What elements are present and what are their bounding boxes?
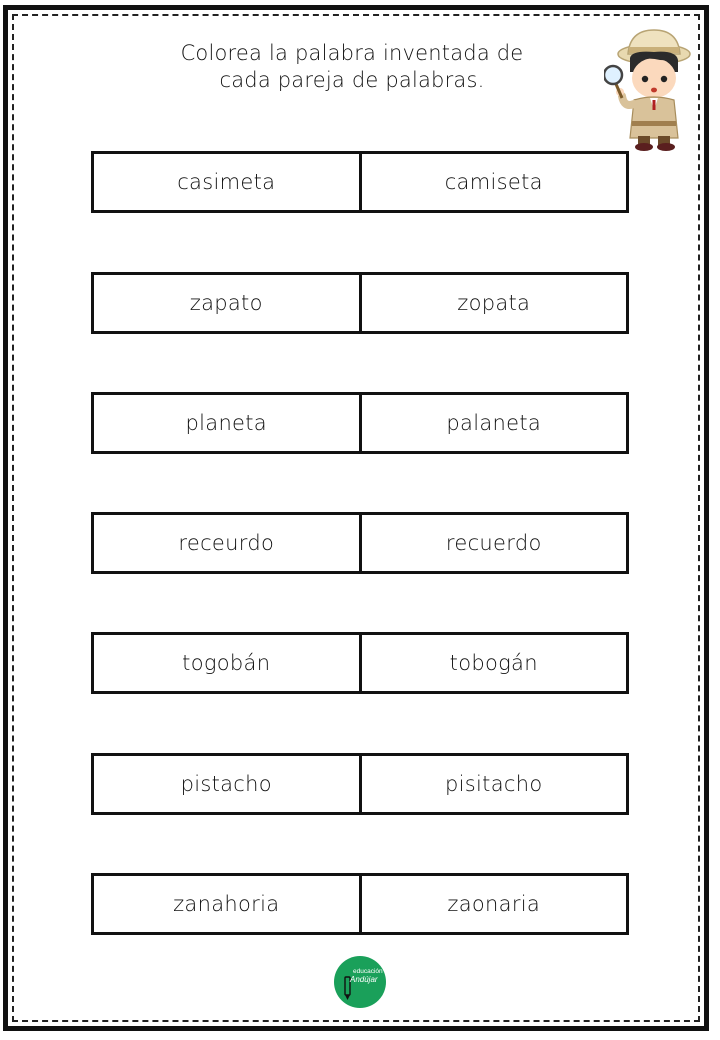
word-cell-left[interactable]: receurdo: [94, 515, 362, 571]
instruction-line-2: cada pareja de palabras.: [219, 68, 485, 92]
word-pair-row: [91, 753, 629, 815]
logo-text-line-1: educación: [353, 968, 383, 975]
word-cell-right[interactable]: zopata: [457, 291, 531, 315]
word-cell-left[interactable]: planeta: [94, 395, 362, 451]
word-cell-left[interactable]: togobán: [94, 635, 362, 691]
word-cell-left[interactable]: pistacho: [94, 756, 362, 812]
word-cell-right[interactable]: tobogán: [449, 651, 538, 675]
instruction-line-1: Colorea la palabra inventada de: [180, 41, 524, 65]
detective-boy-illustration: [604, 26, 696, 154]
word-pair-row: [91, 392, 629, 454]
word-pair-row: [91, 632, 629, 694]
word-cell-left[interactable]: zapato: [94, 275, 362, 331]
word-cell-right[interactable]: zaonaria: [447, 892, 541, 916]
word-cell-left[interactable]: zanahoria: [94, 876, 362, 932]
instruction-title: [130, 40, 574, 94]
word-pair-row: [91, 512, 629, 574]
logo-text-line-2: Andújar: [350, 975, 378, 984]
educacion-andujar-logo: [333, 955, 387, 1009]
word-pair-row: [91, 151, 629, 213]
word-pair-row: [91, 873, 629, 935]
word-cell-left[interactable]: casimeta: [94, 154, 362, 210]
word-pair-row: [91, 272, 629, 334]
word-cell-right[interactable]: camiseta: [444, 170, 543, 194]
word-cell-right[interactable]: recuerdo: [445, 531, 542, 555]
word-cell-right[interactable]: pisitacho: [445, 772, 543, 796]
word-cell-right[interactable]: palaneta: [446, 411, 542, 435]
